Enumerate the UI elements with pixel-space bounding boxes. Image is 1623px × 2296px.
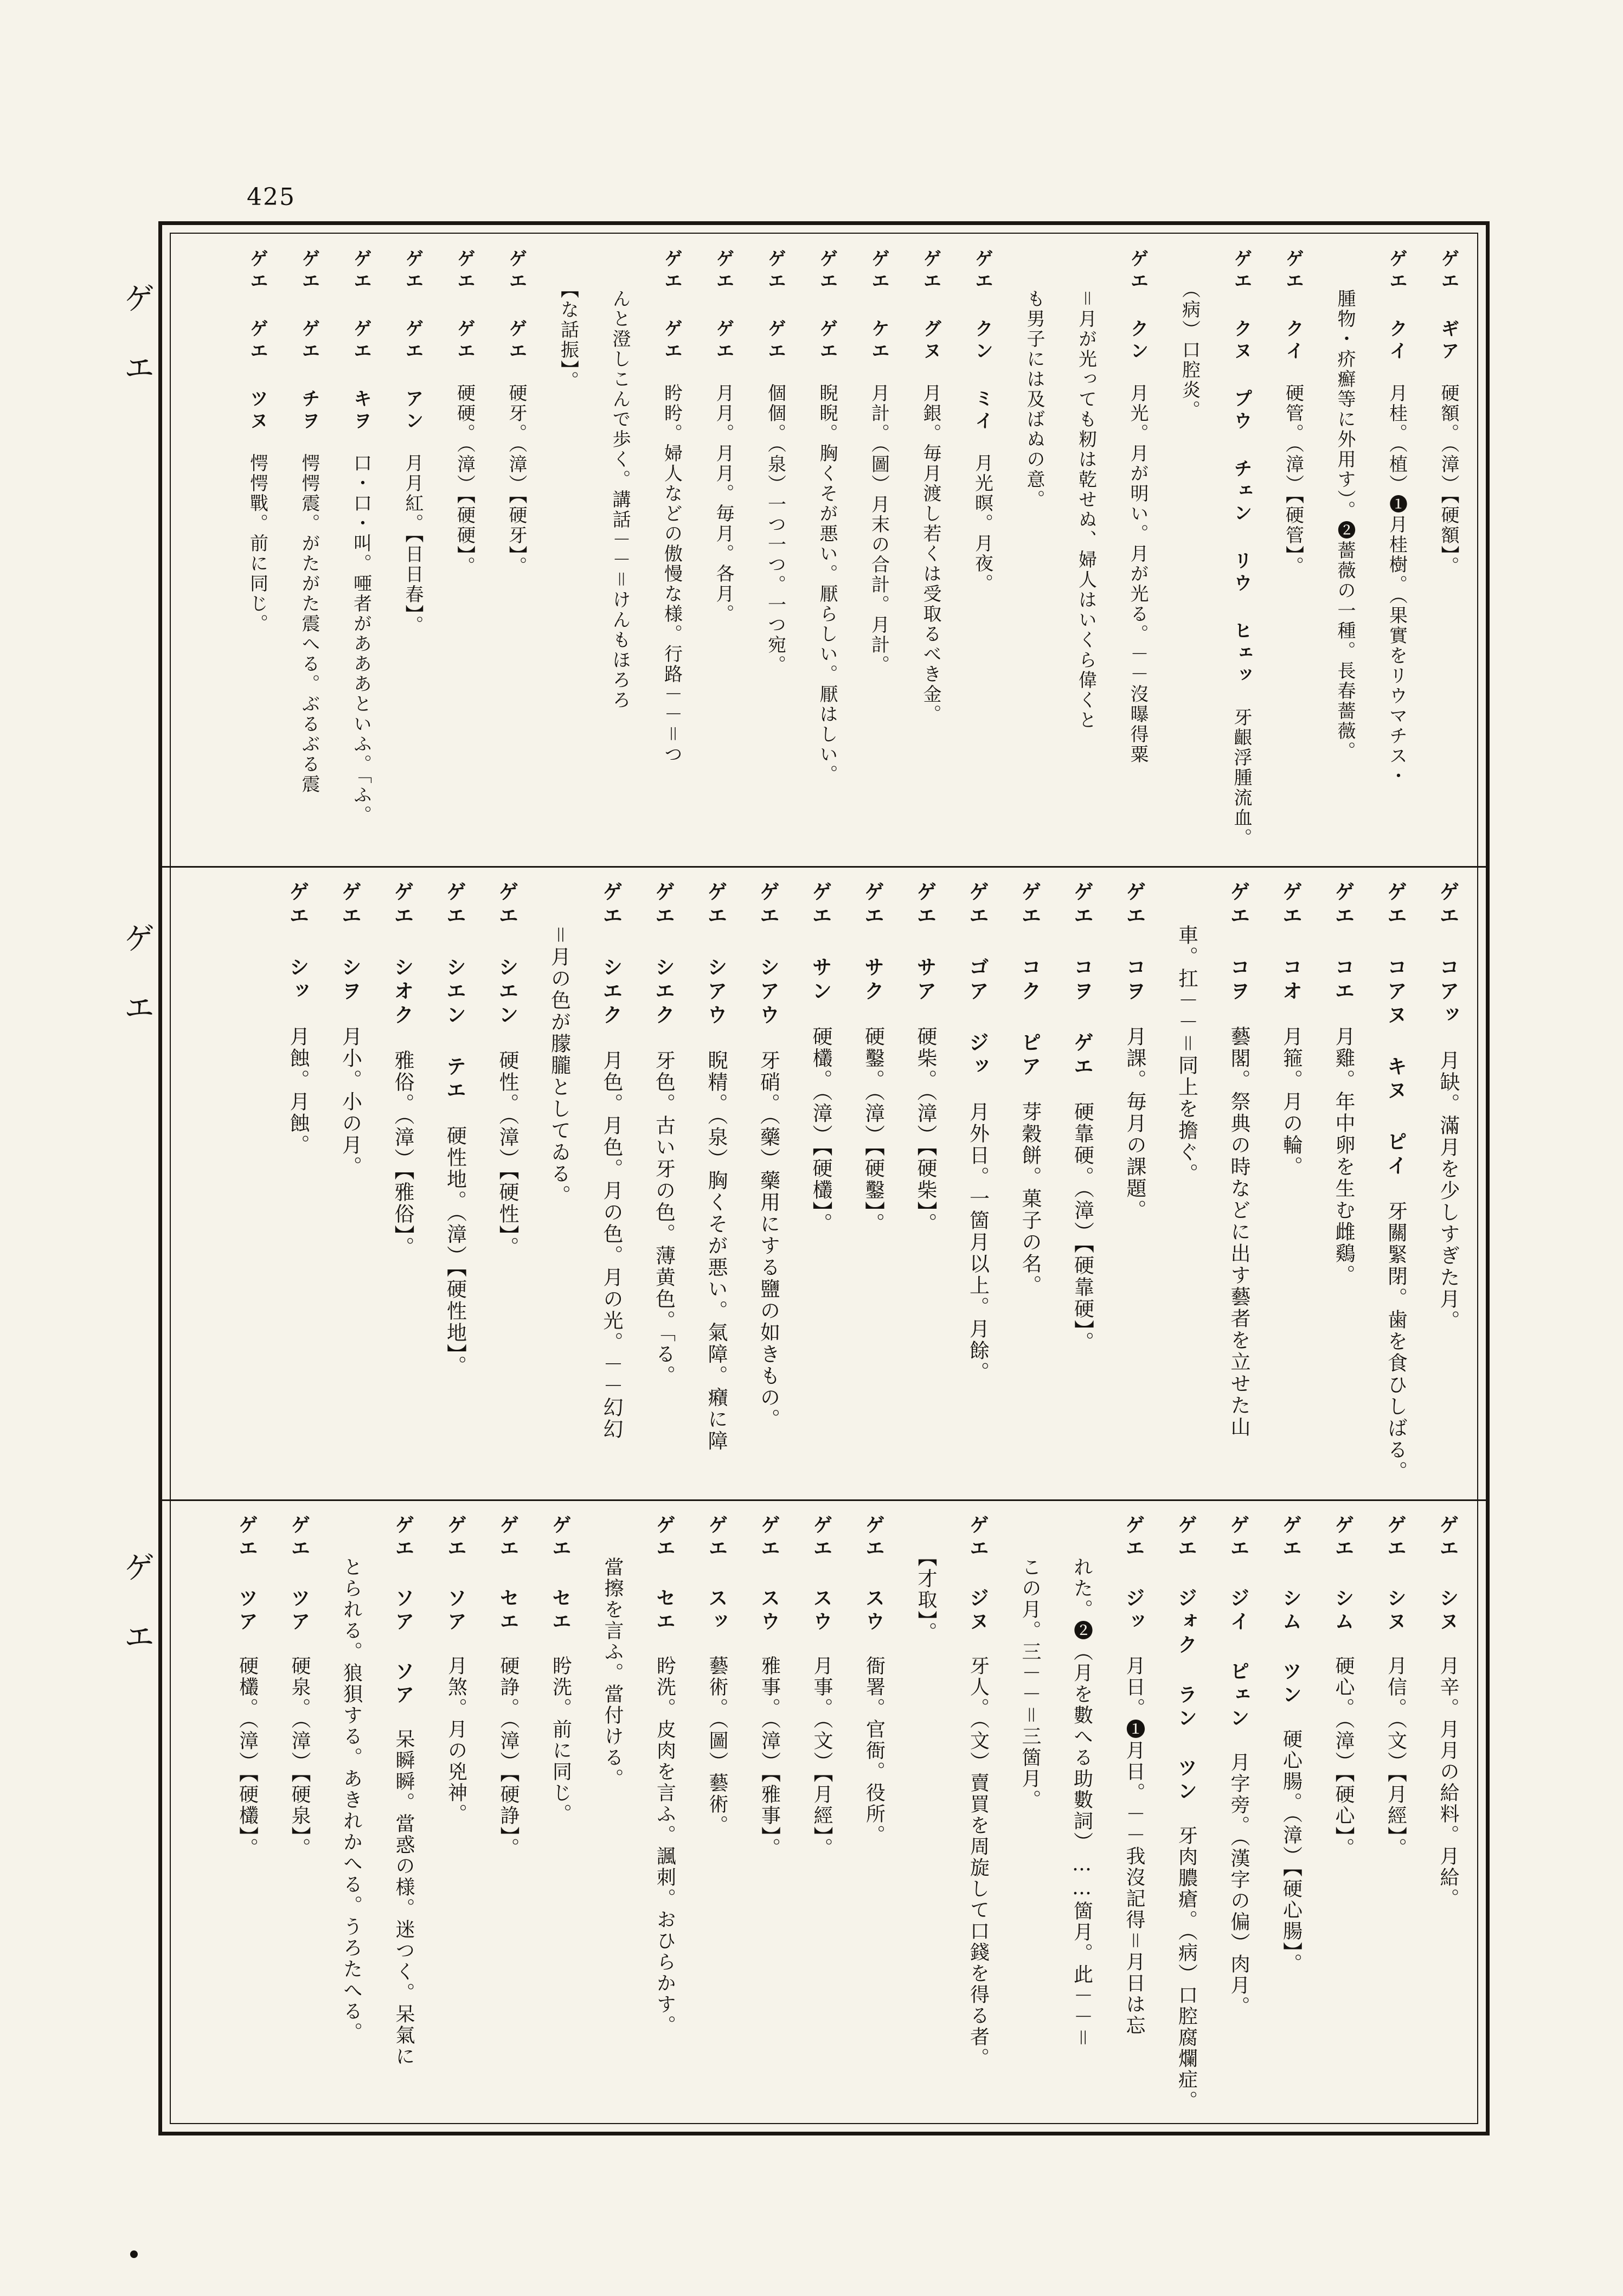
entry-definition: 盻洗。前に同じ。 [549, 1656, 572, 1825]
dictionary-entry [951, 881, 1004, 1486]
entry-headword: ゲエ ソア ソア [392, 1515, 415, 1708]
dictionary-entry [1008, 249, 1060, 854]
entry-definition: 月外日。一箇月以上。月餘。 [966, 1101, 990, 1383]
entry-headword: ゲエ シアウ [704, 881, 728, 1028]
margin-label-top: ゲエ [118, 282, 155, 421]
dictionary-entry [482, 1515, 535, 2114]
entry-headword: ゲエ スウ [758, 1515, 781, 1634]
dictionary-entry [587, 1515, 639, 2114]
entry-definition: 個個。（泉）一つ一つ。一つ宛。 [764, 383, 786, 675]
entry-definition: 硬心。（漳）【硬心】。 [1332, 1656, 1355, 1859]
entry-headword: ゲエ セエ [549, 1515, 572, 1634]
dictionary-entry [428, 881, 481, 1486]
entry-definition: も男子には及ばぬの意。 [1023, 289, 1045, 510]
entry-definition: れた。❷（月を數へる助數詞）……箇月。此－－＝ [1070, 1557, 1093, 2049]
entry-definition: 口・口・叫。唖者があああといふ。「ふ。 [350, 453, 372, 825]
entry-definition: 盻洗。皮肉を言ふ。諷刺。おひらかす。 [653, 1656, 676, 2036]
margin-dot [130, 2250, 138, 2258]
dictionary-entry [1422, 249, 1474, 854]
entry-definition: 月課。毎月の課題。 [1123, 1026, 1146, 1221]
dictionary-entry [429, 1515, 482, 2114]
entry-definition: 硬硬。（漳）【硬硬】。 [453, 383, 476, 576]
entry-definition: 月箍。月の輪。 [1279, 1026, 1303, 1178]
entry-definition: 硬泉。（漳）【硬泉】。 [288, 1656, 311, 1859]
entry-definition: 月字旁。（漢字の偏）肉月。 [1228, 1752, 1250, 2017]
section-top [162, 236, 1486, 865]
dictionary-entry [952, 1515, 1004, 2114]
entry-headword: ゲエ ゲエ キヲ [350, 249, 372, 433]
dictionary-entry [1317, 881, 1370, 1486]
dictionary-entry [438, 249, 490, 854]
entry-definition: 雅俗。（漳）【雅俗】。 [391, 1050, 414, 1259]
entry-definition: 月事。（文）【月經】。 [811, 1656, 833, 1859]
entry-definition: 月雞。年中卵を生む雌鷄。 [1332, 1026, 1355, 1286]
dictionary-entry [1369, 1515, 1422, 2114]
entry-definition: 車。扛－－＝同上を擔ぐ。 [1175, 925, 1198, 1185]
dictionary-entry [1056, 881, 1108, 1486]
entry-definition: 芽穀餅。菓子の名。 [1018, 1101, 1042, 1297]
entry-definition: 月辛。月月の給料。月給。 [1437, 1656, 1459, 1909]
dictionary-entry [1265, 881, 1317, 1486]
entry-headword: ゲエ シッ [286, 881, 310, 1004]
dictionary-entry [585, 881, 638, 1486]
dictionary-entry [231, 249, 283, 854]
dictionary-entry [1317, 1515, 1370, 2114]
dictionary-entry [1108, 1515, 1160, 2114]
section-bottom [162, 1502, 1486, 2125]
dictionary-entry [645, 249, 697, 854]
dictionary-entry [899, 881, 952, 1486]
dictionary-entry [690, 881, 742, 1486]
section-divider-2 [162, 1499, 1486, 1501]
entry-definition: 雅事。（漳）【雅事】。 [758, 1656, 781, 1859]
entry-headword: ゲエ セエ [497, 1515, 519, 1634]
entry-headword: ゲエ コアッ [1436, 881, 1460, 1028]
dictionary-entry [1319, 249, 1371, 854]
entry-headword: ゲエ シエン テエ [442, 881, 467, 1104]
entry-headword: ゲエ コエ [1331, 881, 1355, 1004]
entry-headword: ゲエ ツア [235, 1515, 259, 1634]
entry-headword: ゲエ クヌ プウ チェン リウ ヒェッ [1230, 249, 1252, 688]
entry-definition: ＝月が光っても籾は乾せぬ、婦人はいくら偉くと [1075, 289, 1097, 730]
entry-definition: 腫物・疥癬等に外用す）。❷薔薇の一種。長春薔薇。 [1334, 289, 1356, 761]
dictionary-entry [852, 249, 904, 854]
entry-headword: ゲエ シム ツン [1279, 1515, 1303, 1708]
dictionary-entry [742, 881, 794, 1486]
entry-headword: ゲエ コヲ ゲエ [1070, 881, 1094, 1080]
entry-headword: ゲエ クン ミイ [971, 249, 993, 433]
dictionary-entry [801, 249, 853, 854]
dictionary-entry [283, 249, 335, 854]
entry-headword: ゲエ ゲエ [764, 249, 786, 363]
entry-headword: ゲエ スッ [705, 1515, 728, 1634]
entry-headword: ゲエ サク [861, 881, 885, 1004]
entry-headword: ゲエ シエク [599, 881, 623, 1028]
entry-definition: 牙硝。（藥）藥用にする鹽の如きもの。 [756, 1050, 780, 1431]
dictionary-entry [691, 1515, 743, 2114]
dictionary-entry [273, 1515, 326, 2114]
dictionary-entry [376, 881, 429, 1486]
entry-definition: ＝月の色が朦朧としてゐる。 [547, 925, 571, 1207]
dictionary-entry [1267, 249, 1319, 854]
entry-definition: 硬牙。（漳）【硬牙】。 [505, 383, 527, 576]
dictionary-entry [1004, 1515, 1056, 2114]
dictionary-entry [1213, 1515, 1265, 2114]
dictionary-entry [749, 249, 801, 854]
entry-definition: 牙齦浮腫流血。 [1230, 708, 1252, 848]
entry-headword: ゲエ ゲエ [660, 249, 683, 363]
entry-definition: 月月。月月。毎月。各月。 [713, 383, 734, 624]
dictionary-entry [743, 1515, 796, 2114]
entry-definition: （病）口腔炎。 [1178, 289, 1201, 420]
entry-headword: ゲエ ゲエ ツヌ [246, 249, 268, 433]
dictionary-entry [1265, 1515, 1317, 2114]
entry-definition: 硬心腸。（漳）【硬心腸】。 [1280, 1729, 1303, 1974]
entry-headword: ゲエ ギア [1438, 249, 1459, 363]
entry-definition: 硬管。（漳）【硬管】。 [1282, 383, 1304, 576]
entry-headword: ゲエ スウ [810, 1515, 833, 1634]
dictionary-entry [594, 249, 646, 854]
entry-headword: ゲエ ツア [288, 1515, 311, 1634]
entry-headword: ゲエ ゲエ アン [402, 249, 424, 433]
entry-headword: ゲエ シヲ [338, 881, 362, 1004]
dictionary-entry [1060, 249, 1112, 854]
entry-definition: 當擦を言ふ。當付ける。 [601, 1557, 624, 1790]
dictionary-entry [1112, 249, 1164, 854]
dictionary-entry [533, 881, 585, 1486]
dictionary-entry [794, 881, 847, 1486]
entry-headword: ゲエ ゴア ジッ [965, 881, 990, 1080]
entry-headword: ゲエ クイ [1282, 249, 1304, 363]
dictionary-entry [1213, 881, 1265, 1486]
entry-headword: ゲエ コオ [1279, 881, 1303, 1004]
dictionary-entry [1160, 1515, 1213, 2114]
entry-headword: ゲエ サア [913, 881, 937, 1004]
entry-definition: 月煞。月の兇神。 [445, 1656, 467, 1825]
entry-headword: ゲエ スウ [862, 1515, 886, 1634]
entry-definition: 硬性。（漳）【硬性】。 [496, 1050, 519, 1259]
dictionary-entry [846, 881, 899, 1486]
entry-headword: ゲエ シオク [390, 881, 414, 1028]
entry-definition: 月蝕。月蝕。 [286, 1026, 310, 1156]
entry-headword: ゲエ コヲ [1227, 881, 1250, 1004]
dictionary-entry [1163, 249, 1215, 854]
entry-headword: ゲエ シエン [495, 881, 519, 1028]
dictionary-entry [904, 249, 957, 854]
entry-definition: 衙署。官衙。役所。 [863, 1656, 886, 1846]
entry-headword: ゲエ ジッ [1122, 1515, 1145, 1634]
entry-definition: この月。三－－＝三箇月。 [1019, 1557, 1041, 1811]
entry-definition: 牙人。（文）賣買を周旋して口錢を得る者。 [967, 1656, 990, 2069]
entry-definition: 硬諍。（漳）【硬諍】。 [497, 1656, 519, 1859]
entry-headword: ゲエ ゲエ [453, 249, 476, 363]
section-middle-columns [174, 881, 1474, 1486]
entry-headword: ゲエ グヌ [920, 249, 941, 363]
entry-definition: 硬欉。（漳）【硬欉】。 [809, 1026, 832, 1235]
dictionary-entry [638, 1515, 691, 2114]
entry-headword: ゲエ コヲ [1122, 881, 1146, 1004]
entry-definition: 藝術。（圖）藝術。 [706, 1656, 728, 1836]
entry-definition: 硬欉。（漳）【硬欉】。 [236, 1656, 259, 1859]
entry-definition: 月計。（圖）月末の合計。月計。 [868, 383, 890, 675]
entry-headword: ゲエ シム [1332, 1515, 1355, 1634]
dictionary-entry [796, 1515, 848, 2114]
entry-definition: 月光。月が明い。月が光る。－－沒曝得粟 [1127, 383, 1149, 765]
dictionary-entry [542, 249, 594, 854]
dictionary-entry [1422, 881, 1474, 1486]
entry-definition: 硬性地。（漳）【硬性地】。 [443, 1125, 467, 1377]
dictionary-entry [697, 249, 749, 854]
entry-definition: 呆瞬瞬。當惑の様。迷つく。呆氣に [393, 1729, 415, 2067]
entry-headword: ゲエ クン [1127, 249, 1149, 363]
dictionary-entry [325, 1515, 377, 2114]
entry-definition: 牙肉膿瘡。（病）口腔腐爛症。 [1175, 1825, 1198, 2112]
entry-definition: 月桂。（植）❶月桂樹。（果實をリウマチス・ [1385, 383, 1408, 786]
dictionary-entry [335, 249, 387, 854]
entry-headword: ゲエ シヌ [1436, 1515, 1459, 1634]
dictionary-entry [377, 1515, 430, 2114]
entry-headword: ゲエ シアウ [756, 881, 780, 1028]
entry-definition: 月信。（文）【月經】。 [1384, 1656, 1407, 1859]
entry-definition: 【な話振】。 [557, 289, 579, 391]
entry-definition: 硬靠硬。（漳）【硬靠硬】。 [1070, 1101, 1094, 1354]
dictionary-entry [1370, 249, 1422, 854]
page-number: 425 [247, 183, 296, 211]
section-bottom-columns [174, 1515, 1474, 2114]
margin-label-middle: ゲエ [118, 922, 155, 1061]
entry-definition: 牙色。古い牙の色。薄黄色。「る。 [652, 1050, 676, 1387]
section-middle [162, 868, 1486, 1497]
dictionary-entry [324, 881, 376, 1486]
dictionary-entry [387, 249, 439, 854]
entry-headword: ゲエ ケエ [868, 249, 890, 363]
dictionary-entry [1056, 1515, 1108, 2114]
entry-headword: ゲエ ゲエ チヲ [298, 249, 320, 433]
entry-definition: 月月紅。【日日春】。 [402, 453, 424, 636]
section-top-columns [174, 249, 1474, 854]
entry-headword: ゲエ ゲエ [713, 249, 734, 363]
entry-headword: ゲエ ゲエ [505, 249, 527, 363]
dictionary-entry [481, 881, 534, 1486]
entry-definition: 藝閣。祭典の時などに出す藝者を立せた山 [1227, 1026, 1250, 1438]
dictionary-entry [1160, 881, 1213, 1486]
dictionary-entry [221, 1515, 273, 2114]
section-divider-1 [162, 866, 1486, 868]
entry-headword: ゲエ ジイ ピェン [1227, 1515, 1250, 1731]
dictionary-entry [1369, 881, 1422, 1486]
entry-definition: 月光暝。月夜。 [971, 453, 993, 594]
entry-definition: 月色。月色。月の色。月の光。－－幻幻 [600, 1050, 623, 1440]
entry-definition: 愕愕震。がたがた震へる。ぶるぶる震 [298, 453, 320, 794]
dictionary-entry [848, 1515, 900, 2114]
entry-definition: とられる。狼狽する。あきれかへる。うろたへる。 [340, 1557, 363, 2043]
entry-definition: 牙關緊閉。歯を食ひしばる。 [1384, 1201, 1408, 1483]
dictionary-entry [637, 881, 690, 1486]
dictionary-entry [534, 1515, 587, 2114]
entry-headword: ゲエ クイ [1385, 249, 1408, 363]
dictionary-entry [900, 1515, 952, 2114]
entry-headword: ゲエ コク ピア [1018, 881, 1042, 1080]
entry-definition: 盻盻。婦人などの傲慢な様。行路－－＝つ [660, 383, 683, 765]
entry-headword: ゲエ ジヌ [966, 1515, 990, 1634]
entry-definition: 睨睨。胸くそが悪い。厭らしい。厭はしい。 [816, 383, 838, 785]
entry-definition: んと澄しこんで歩く。講話－－＝けんもほろろ [609, 289, 631, 710]
entry-definition: 硬鑿。（漳）【硬鑿】。 [861, 1026, 885, 1235]
entry-definition: 睨精。（泉）胸くそが悪い。氣障。癪に障 [704, 1050, 728, 1452]
entry-headword: ゲエ コアヌ キヌ ピイ [1383, 881, 1408, 1179]
entry-definition: 月缺。滿月を少しすぎた月。 [1436, 1050, 1460, 1332]
entry-definition: 硬柴。（漳）【硬柴】。 [914, 1026, 937, 1235]
entry-headword: ゲエ セエ [653, 1515, 676, 1634]
entry-definition: 月日。❶月日。－－我沒記得＝月日は忘 [1123, 1656, 1145, 2036]
dictionary-entry [272, 881, 324, 1486]
entry-definition: 月銀。毎月渡し若くは受取るべき金。 [920, 383, 941, 724]
entry-headword: ゲエ サン [809, 881, 832, 1004]
margin-label-bottom: ゲエ [118, 1551, 155, 1690]
entry-headword: ゲエ ソア [444, 1515, 467, 1634]
dictionary-entry [1004, 881, 1056, 1486]
entry-definition: 硬額。（漳）【硬額】。 [1438, 383, 1459, 576]
entry-headword: ゲエ ゲエ [816, 249, 838, 363]
entry-definition: 月小。小の月。 [338, 1026, 362, 1178]
entry-definition: 愕愕戰。前に同じ。 [246, 453, 268, 634]
entry-headword: ゲエ シヌ [1384, 1515, 1407, 1634]
dictionary-entry [956, 249, 1008, 854]
dictionary-entry [490, 249, 542, 854]
entry-definition: 【才取】。 [915, 1557, 937, 1643]
dictionary-entry [1422, 1515, 1474, 2114]
entry-headword: ゲエ ジォク ラン ツン [1175, 1515, 1198, 1804]
dictionary-entry [1215, 249, 1267, 854]
dictionary-entry [1108, 881, 1161, 1486]
entry-headword: ゲエ シエク [651, 881, 676, 1028]
dictionary-frame [158, 221, 1490, 2135]
